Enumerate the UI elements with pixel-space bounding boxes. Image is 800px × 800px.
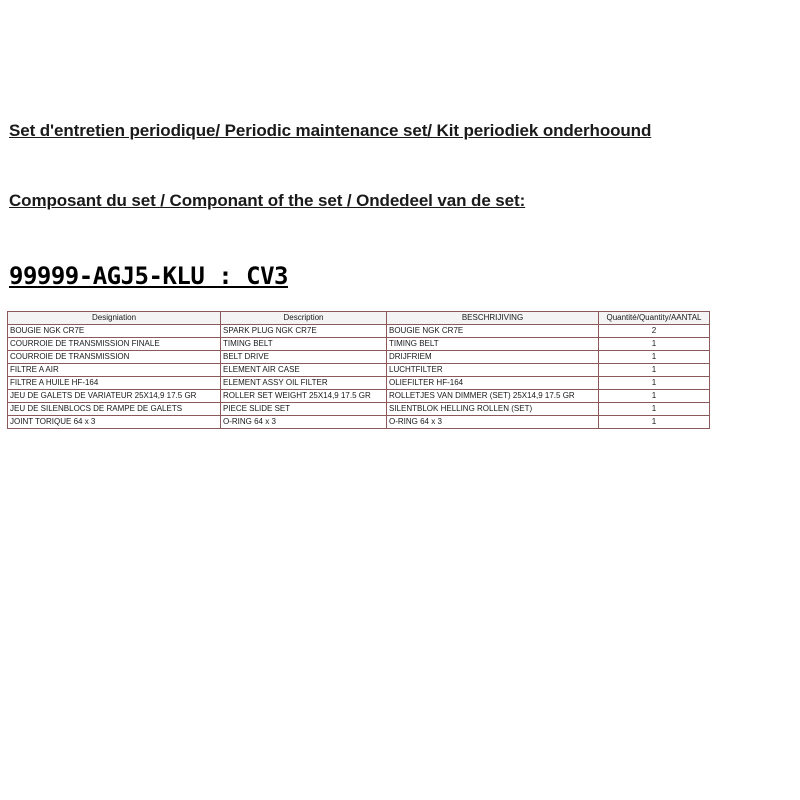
parts-table — [7, 311, 710, 429]
cell-beschrijving: ROLLETJES VAN DIMMER (SET) 25X14,9 17.5 GR — [387, 390, 599, 403]
set-components-heading: Composant du set / Componant of the set / Ondedeel van de set: — [9, 191, 526, 210]
cell-beschrijving: O-RING 64 x 3 — [387, 416, 599, 429]
table-row — [8, 390, 710, 403]
cell-description: SPARK PLUG NGK CR7E — [221, 325, 387, 338]
cell-designation: JEU DE SILENBLOCS DE RAMPE DE GALETS — [8, 403, 221, 416]
cell-quantity: 1 — [599, 416, 710, 429]
cell-beschrijving: LUCHTFILTER — [387, 364, 599, 377]
cell-designation: JOINT TORIQUE 64 x 3 — [8, 416, 221, 429]
cell-quantity: 1 — [599, 364, 710, 377]
cell-designation: FILTRE A HUILE HF-164 — [8, 377, 221, 390]
maintenance-set-heading: Set d'entretien periodique/ Periodic maintenance set/ Kit periodiek onderhoound — [9, 121, 652, 140]
cell-designation: FILTRE A AIR — [8, 364, 221, 377]
cell-designation: COURROIE DE TRANSMISSION — [8, 351, 221, 364]
column-header-designation: Designiation — [8, 312, 221, 325]
cell-quantity: 1 — [599, 403, 710, 416]
table-row — [8, 416, 710, 429]
table-row — [8, 364, 710, 377]
cell-beschrijving: DRIJFRIEM — [387, 351, 599, 364]
cell-description: ELEMENT ASSY OIL FILTER — [221, 377, 387, 390]
cell-beschrijving: TIMING BELT — [387, 338, 599, 351]
table-row — [8, 351, 710, 364]
table-row — [8, 403, 710, 416]
cell-description: O-RING 64 x 3 — [221, 416, 387, 429]
cell-description: TIMING BELT — [221, 338, 387, 351]
kit-code-title: 99999-AGJ5-KLU : CV3 — [9, 262, 288, 290]
column-header-description: Description — [221, 312, 387, 325]
cell-quantity: 2 — [599, 325, 710, 338]
cell-quantity: 1 — [599, 351, 710, 364]
cell-beschrijving: OLIEFILTER HF-164 — [387, 377, 599, 390]
cell-beschrijving: BOUGIE NGK CR7E — [387, 325, 599, 338]
cell-designation: BOUGIE NGK CR7E — [8, 325, 221, 338]
cell-quantity: 1 — [599, 390, 710, 403]
column-header-beschrijving: BESCHRIJIVING — [387, 312, 599, 325]
table-row — [8, 377, 710, 390]
table-row — [8, 325, 710, 338]
cell-beschrijving: SILENTBLOK HELLING ROLLEN (SET) — [387, 403, 599, 416]
cell-designation: COURROIE DE TRANSMISSION FINALE — [8, 338, 221, 351]
table-header-row — [8, 312, 710, 325]
cell-description: BELT DRIVE — [221, 351, 387, 364]
column-header-quantity: Quantité/Quantity/AANTAL — [599, 312, 710, 325]
cell-description: PIECE SLIDE SET — [221, 403, 387, 416]
cell-quantity: 1 — [599, 377, 710, 390]
cell-designation: JEU DE GALETS DE VARIATEUR 25X14,9 17.5 GR — [8, 390, 221, 403]
table-row — [8, 338, 710, 351]
cell-description: ELEMENT AIR CASE — [221, 364, 387, 377]
cell-description: ROLLER SET WEIGHT 25X14,9 17.5 GR — [221, 390, 387, 403]
cell-quantity: 1 — [599, 338, 710, 351]
